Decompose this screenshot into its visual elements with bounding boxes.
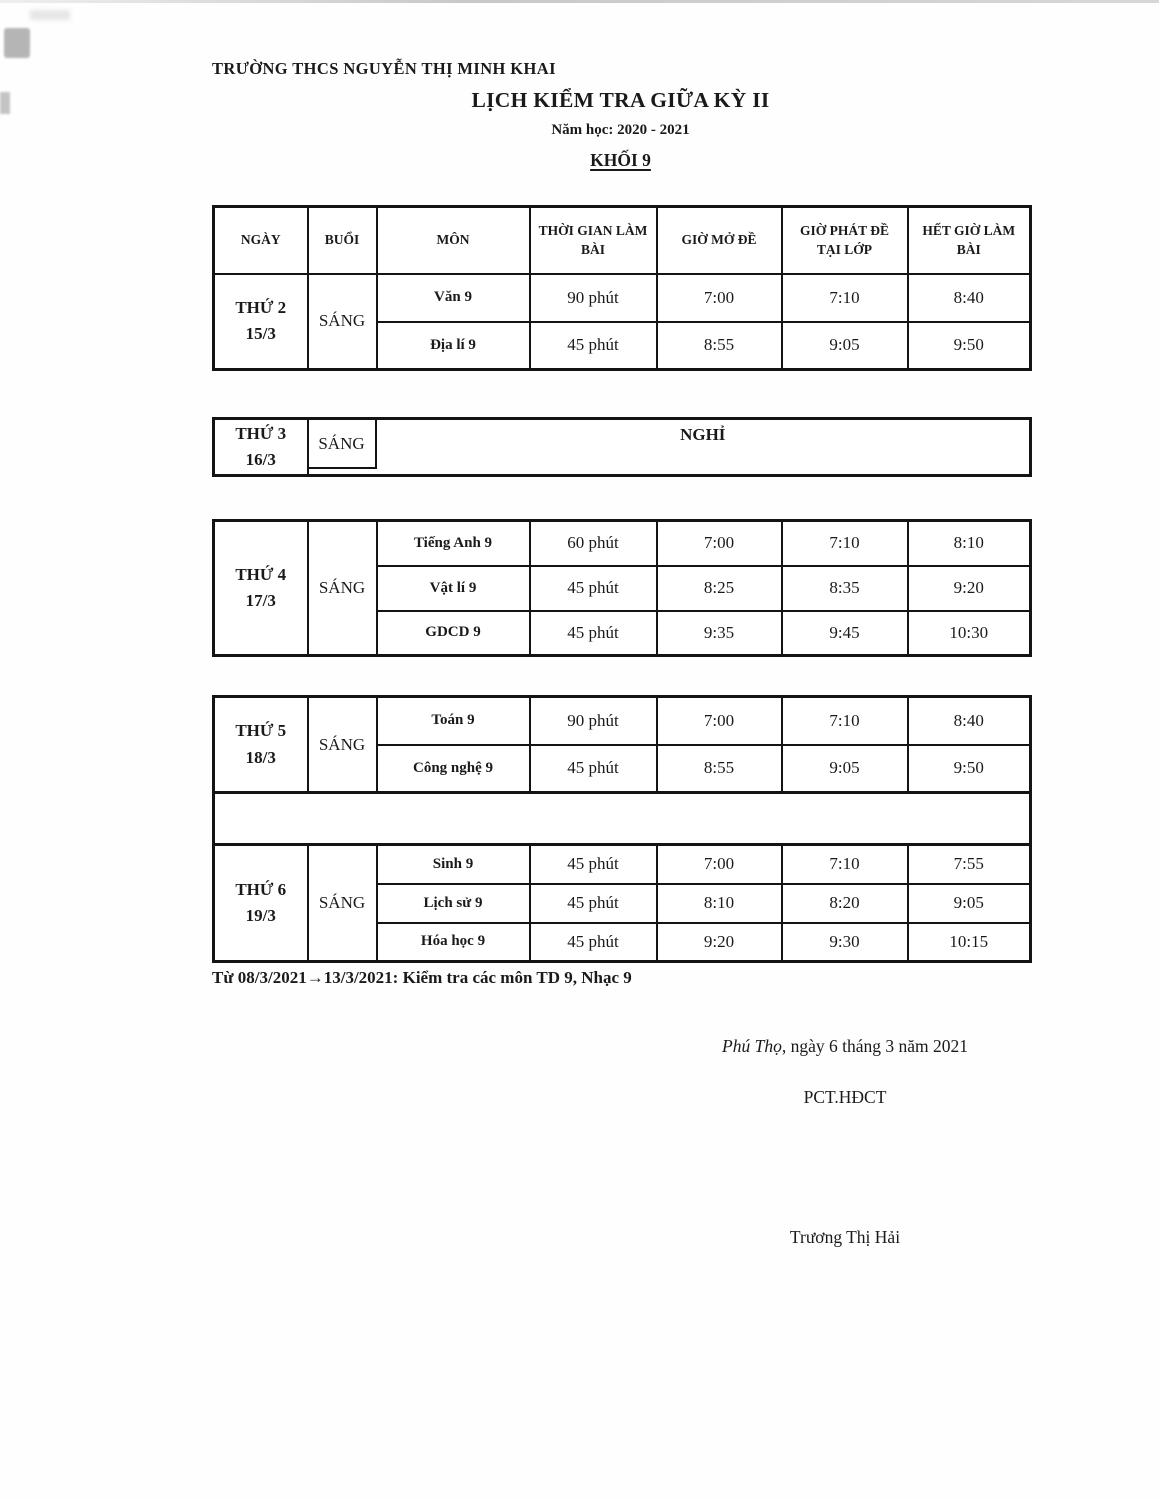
table-row xyxy=(214,521,1031,566)
day-cell xyxy=(214,521,308,656)
table-header-row xyxy=(214,207,1031,274)
handout-time-cell: 7:10 xyxy=(782,521,908,566)
column-header-handout: GIỜ PHÁT ĐỀ TẠI LỚP xyxy=(782,207,908,274)
table-row xyxy=(214,419,1031,476)
subject-cell: Toán 9 xyxy=(377,697,530,745)
column-header-subject: MÔN xyxy=(377,207,530,274)
subject-cell: Công nghệ 9 xyxy=(377,745,530,793)
session-cell: SÁNG xyxy=(308,274,377,370)
open-time-cell: 7:00 xyxy=(657,845,782,884)
end-time-cell: 8:10 xyxy=(908,521,1031,566)
handout-time-cell: 9:30 xyxy=(782,923,908,962)
day-cell xyxy=(214,697,308,793)
subject-cell: Tiếng Anh 9 xyxy=(377,521,530,566)
column-header-end: HẾT GIỜ LÀM BÀI xyxy=(908,207,1031,274)
handout-time-cell: 7:10 xyxy=(782,845,908,884)
end-time-cell: 10:15 xyxy=(908,923,1031,962)
open-time-cell: 8:10 xyxy=(657,884,782,923)
day-off-cell: NGHỈ xyxy=(680,425,726,444)
signer-title: PCT.HĐCT xyxy=(803,1087,887,1107)
open-time-cell: 7:00 xyxy=(657,274,782,322)
end-time-cell: 8:40 xyxy=(908,697,1031,745)
handout-time-cell: 8:35 xyxy=(782,566,908,611)
subject-cell: Lịch sử 9 xyxy=(377,884,530,923)
subject-cell: Văn 9 xyxy=(377,274,530,322)
open-time-cell: 7:00 xyxy=(657,697,782,745)
session-cell: SÁNG xyxy=(308,521,377,656)
duration-cell: 45 phút xyxy=(530,923,657,962)
day-date: 16/3 xyxy=(245,450,276,469)
subject-cell: Địa lí 9 xyxy=(377,322,530,370)
spacer-row xyxy=(214,793,1031,845)
end-time-cell: 8:40 xyxy=(908,274,1031,322)
open-time-cell: 8:55 xyxy=(657,745,782,793)
column-header-day: NGÀY xyxy=(214,207,308,274)
open-time-cell: 8:25 xyxy=(657,566,782,611)
subject-cell: Sinh 9 xyxy=(377,845,530,884)
day-label: THỨ 2 xyxy=(235,297,287,317)
duration-cell: 45 phút xyxy=(530,611,657,656)
duration-cell: 45 phút xyxy=(530,566,657,611)
day-cell xyxy=(214,274,308,370)
signature-place: Phú Thọ xyxy=(722,1036,782,1056)
handout-time-cell: 9:05 xyxy=(782,322,908,370)
subject-cell: Vật lí 9 xyxy=(377,566,530,611)
schedule-table-tuesday xyxy=(212,417,1032,477)
end-time-cell: 9:20 xyxy=(908,566,1031,611)
handout-time-cell: 9:05 xyxy=(782,745,908,793)
duration-cell: 45 phút xyxy=(530,745,657,793)
school-year: Năm học: 2020 - 2021 xyxy=(551,122,690,138)
school-name: TRƯỜNG THCS NGUYỄN THỊ MINH KHAI xyxy=(212,59,556,78)
signature-date: , ngày 6 tháng 3 năm 2021 xyxy=(781,1036,968,1056)
document-title: LỊCH KIỂM TRA GIỮA KỲ II xyxy=(471,88,770,112)
open-time-cell: 9:20 xyxy=(657,923,782,962)
end-time-cell: 9:05 xyxy=(908,884,1031,923)
day-label: THỨ 4 xyxy=(235,564,287,584)
table-row xyxy=(214,845,1031,884)
end-time-cell: 7:55 xyxy=(908,845,1031,884)
duration-cell: 90 phút xyxy=(530,274,657,322)
column-header-open: GIỜ MỞ ĐỀ xyxy=(657,207,782,274)
day-cell xyxy=(214,845,308,962)
end-time-cell: 9:50 xyxy=(908,322,1031,370)
day-date: 15/3 xyxy=(245,324,276,344)
grade-heading: KHỐI 9 xyxy=(590,150,651,170)
duration-cell: 45 phút xyxy=(530,322,657,370)
scan-artifact xyxy=(0,92,10,114)
open-time-cell: 9:35 xyxy=(657,611,782,656)
column-header-duration: THỜI GIAN LÀM BÀI xyxy=(530,207,657,274)
session-label: SÁNG xyxy=(309,420,377,469)
day-date: 18/3 xyxy=(245,747,276,767)
day-label: THỨ 3 xyxy=(235,423,287,443)
duration-cell: 45 phút xyxy=(530,884,657,923)
empty-row-cell xyxy=(214,793,1031,845)
day-label: THỨ 6 xyxy=(235,879,287,899)
day-date: 17/3 xyxy=(245,591,276,610)
session-cell: SÁNG xyxy=(308,845,377,962)
end-time-cell: 10:30 xyxy=(908,611,1031,656)
session-cell: SÁNG xyxy=(308,697,377,793)
schedule-table-monday xyxy=(212,205,1032,371)
day-date: 19/3 xyxy=(245,906,276,925)
table-row xyxy=(214,697,1031,745)
open-time-cell: 8:55 xyxy=(657,322,782,370)
schedule-table-thursday-friday xyxy=(212,695,1032,963)
column-header-session: BUỔI xyxy=(308,207,377,274)
day-cell xyxy=(214,419,308,476)
session-cell xyxy=(308,419,377,476)
duration-cell: 90 phút xyxy=(530,697,657,745)
signer-name: Trương Thị Hải xyxy=(789,1227,901,1247)
scan-artifact xyxy=(30,10,70,20)
handout-time-cell: 7:10 xyxy=(782,697,908,745)
table-row xyxy=(214,274,1031,322)
duration-cell: 60 phút xyxy=(530,521,657,566)
scan-artifact xyxy=(4,28,30,58)
open-time-cell: 7:00 xyxy=(657,521,782,566)
duration-cell: 45 phút xyxy=(530,845,657,884)
day-label: THỨ 5 xyxy=(235,721,287,741)
subject-cell: Hóa học 9 xyxy=(377,923,530,962)
subject-cell: GDCD 9 xyxy=(377,611,530,656)
handout-time-cell: 7:10 xyxy=(782,274,908,322)
handout-time-cell: 9:45 xyxy=(782,611,908,656)
footer-note: Từ 08/3/2021→13/3/2021: Kiểm tra các môn TD 9, Nhạc 9 xyxy=(212,968,632,987)
scan-artifact xyxy=(0,0,1159,3)
schedule-table-wednesday xyxy=(212,519,1032,657)
end-time-cell: 9:50 xyxy=(908,745,1031,793)
handout-time-cell: 8:20 xyxy=(782,884,908,923)
signature-place-date xyxy=(645,1036,1045,1057)
